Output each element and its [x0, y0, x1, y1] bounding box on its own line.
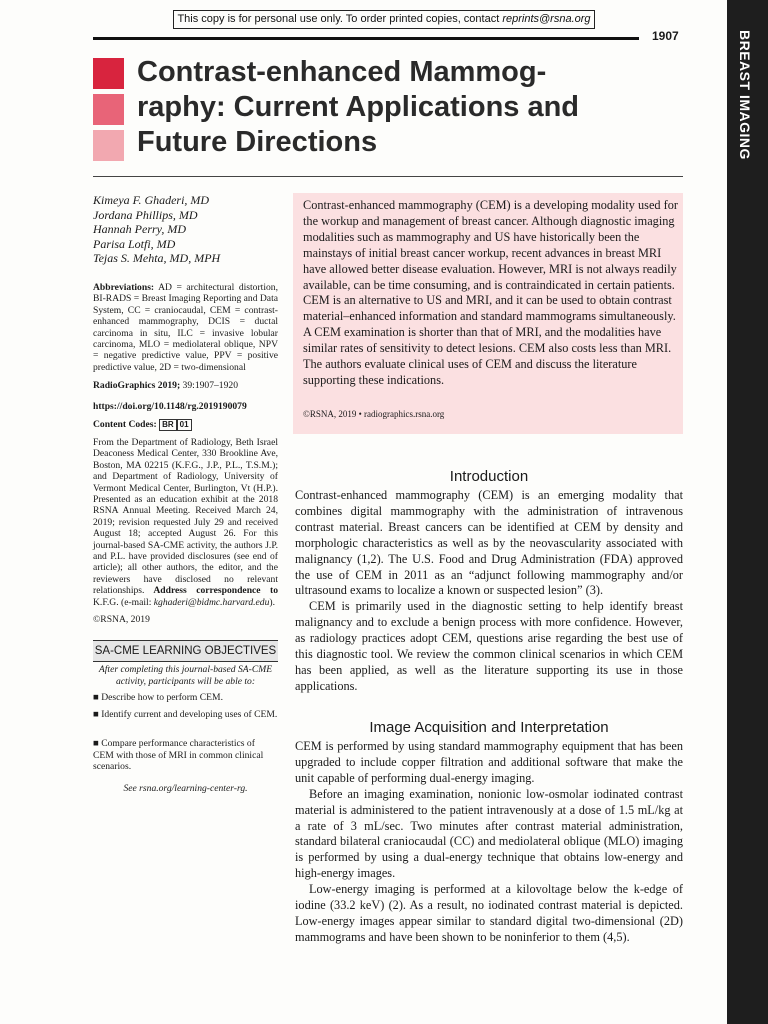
author: Hannah Perry, MD: [93, 222, 186, 236]
author: Kimeya F. Ghaderi, MD: [93, 193, 210, 207]
cme-objective: ■ Describe how to perform CEM.: [93, 692, 223, 703]
author-email[interactable]: kghaderi@bidmc.harvard.edu: [153, 596, 270, 608]
section-label: BREAST IMAGING: [737, 30, 753, 160]
abbreviations: Abbreviations: AD = architectural distortion, BI-RADS = Breast Imaging Reporting and Data System, CC = craniocaudal, CEM = contrast-enhanced mammography, DCIS = ductal carcinoma in situ, ILC = invasive lobular carcinoma, MLO = mediolateral oblique, NPV = negative predictive value, PPV = positive predictive value, 2D = two-dimensional: [93, 282, 278, 373]
section-sidebar: [727, 0, 768, 1024]
title-rule: [93, 176, 683, 177]
abstract-box: [293, 193, 683, 434]
cme-intro: After completing this journal-based SA-CME activity, participants will be able to:: [98, 664, 273, 687]
paragraph: Contrast-enhanced mammography (CEM) is an emerging modality that combines digital mammography with the administration of intravenous contrast material. Breast cancers can be identified at CEM by density and morphologic characteristics as well as by the neovascularity associated with malignancy (1,2). The U.S. Food and Drug Administration (FDA) approved the use of CEM in 2011 as an “adjunct following mammography and/or ultrasound exams to localize a known or suspected lesion” (3).: [295, 488, 683, 598]
article-title: Contrast-enhanced Mammog- raphy: Current Applications and Future Directions: [137, 56, 580, 158]
paragraph: Low-energy imaging is performed at a kilovoltage below the k-edge of iodine (33.2 keV) (2). As a result, no iodinated contrast material is depicted. Low-energy images appear similar to standard digital two-dimensional (2D) mammograms and have been shown to be noninferior to them (4,5).: [295, 882, 683, 944]
affiliations: From the Department of Radiology, Beth Israel Deaconess Medical Center, 330 Brookline Ave, Boston, MA 02215 (K.F.G., J.P., P.L., T.S.M.); and Department of Radiology, University of Vermont Medical Center, Burlington, Vt (H.P.). Presented as an education exhibit at the 2018 RSNA Annual Meeting. Received March 24, 2019; revision requested July 29 and received August 18; accepted August 26. For this journal-based SA-CME activity, the authors J.P. and P.L. have provided disclosures (see end of article); all other authors, the editor, and the reviewers have disclosed no relevant relationships. Address correspondence to K.F.G. (e-mail: kghaderi@bidmc.harvard.edu).: [93, 437, 278, 608]
page-number: 1907: [652, 29, 679, 43]
top-rule: [93, 37, 639, 40]
cme-objective: ■ Compare performance characteristics of CEM with those of MRI in common clinical scenarios.: [93, 738, 264, 772]
paragraph: CEM is primarily used in the diagnostic setting to help identify breast malignancy and to exclude a benign process with more confidence. However, as radiology practices adopt CEM, questions arise regarding the best use of this diagnostic tool. We review the common clinical scenarios in which CEM has been applied, as well as the literature supporting its use in those applications.: [295, 599, 683, 693]
cme-objective: ■ Identify current and developing uses of CEM.: [93, 709, 278, 720]
title-square-3: [93, 130, 124, 161]
intro-heading: Introduction: [449, 468, 529, 485]
abstract-text: Contrast-enhanced mammography (CEM) is a developing modality used for the workup and management of breast cancer. Although diagnostic imaging modalities such as mammography and US have historically been the mainstays of initial breast cancer workup, recent advances in breast MRI have allowed better disease evaluation. However, MRI is not always readily available, can be time consuming, and is contraindicated in certain patients. CEM is an alternative to US and MRI, and it can be used to obtain contrast material–enhanced information and standard mammograms simultaneously. A CEM examination is shorter than that of MRI, and the modalities have similar rates of sensitivity to detect lesions. CEM also costs less than MRI. The authors evaluate clinical uses of CEM and discuss the literature supporting these indications.: [303, 198, 678, 387]
title-square-2: [93, 94, 124, 125]
reprint-notice: This copy is for personal use only. To order printed copies, contact reprints@rsna.org: [173, 10, 595, 29]
author: Tejas S. Mehta, MD, MPH: [93, 251, 221, 265]
citation: RadioGraphics 2019; 39:1907–1920: [93, 380, 238, 391]
paragraph: CEM is performed by using standard mammography equipment that has been upgraded to include copper filtration and additional software that make the unit capable of performing dual-energy imaging.: [295, 739, 683, 785]
acquisition-heading: Image Acquisition and Interpretation: [369, 719, 609, 736]
acquisition-body: [295, 739, 683, 946]
author-list: [93, 193, 220, 266]
reprint-email[interactable]: reprints@rsna.org: [502, 13, 591, 25]
title-square-1: [93, 58, 124, 89]
intro-body: [295, 488, 683, 695]
abstract-copyright: ©RSNA, 2019 • radiographics.rsna.org: [303, 409, 445, 419]
content-codes: Content Codes: BR 01: [93, 419, 278, 431]
cme-heading: SA-CME LEARNING OBJECTIVES: [93, 640, 278, 662]
paragraph: Before an imaging examination, nonionic low-osmolar iodinated contrast material is administered to the patient intravenously at a dose of 1.5 mL/kg at a rate of 3 mL/sec. Two minutes after contrast material administration, standard bilateral craniocaudal (CC) and mediolateral oblique (MLO) imaging is performed by using a dual-energy technique that obtains low-energy and high-energy images.: [295, 786, 683, 881]
author: Jordana Phillips, MD: [93, 207, 198, 222]
author: Parisa Lotfi, MD: [93, 236, 176, 251]
cme-link[interactable]: See rsna.org/learning-center-rg.: [123, 783, 248, 794]
doi-link[interactable]: https://doi.org/10.1148/rg.2019190079: [93, 401, 247, 412]
copyright-left: ©RSNA, 2019: [93, 614, 150, 625]
